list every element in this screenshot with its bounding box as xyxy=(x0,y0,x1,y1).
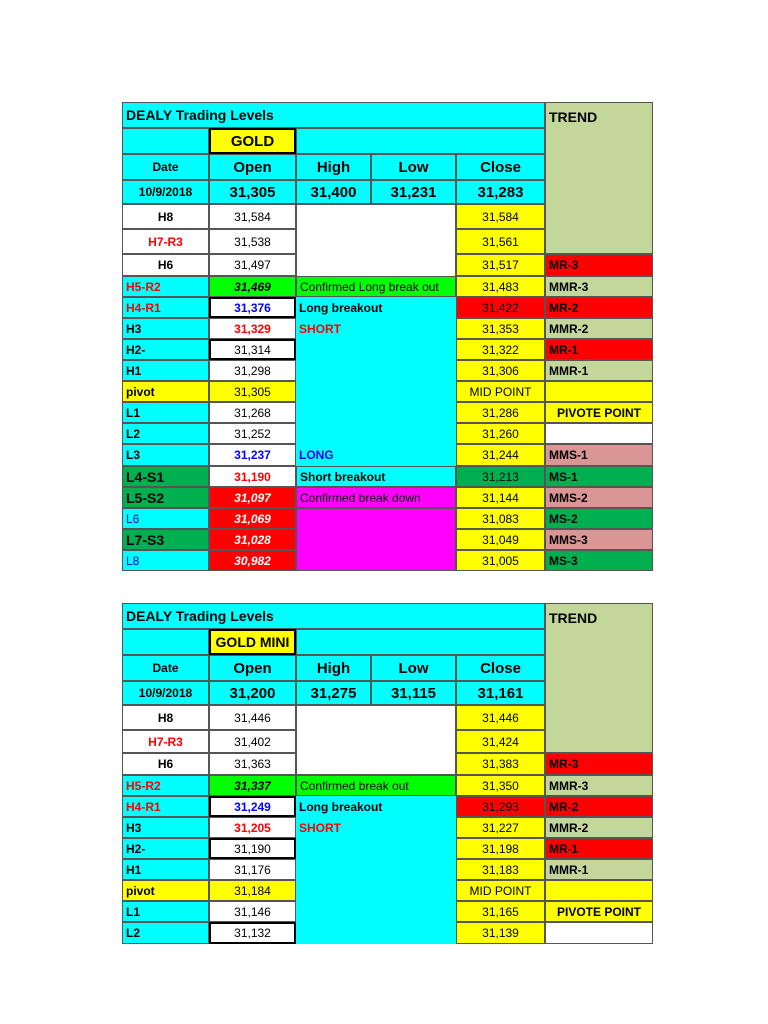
summary-date: 10/9/2018 xyxy=(122,681,209,705)
level-value: 31,337 xyxy=(209,775,296,796)
trend-cell xyxy=(545,423,653,444)
level-label: L5-S2 xyxy=(122,487,209,508)
header-open: Open xyxy=(209,154,296,180)
trend-cell: MMS-3 xyxy=(545,529,653,550)
level-close: 31,049 xyxy=(456,529,545,550)
level-close: 31,083 xyxy=(456,508,545,529)
trend-cell: MR-3 xyxy=(545,753,653,775)
trend-cell xyxy=(545,922,653,944)
trend-cell xyxy=(545,880,653,901)
header-high: High xyxy=(296,154,371,180)
level-value: 31,237 xyxy=(209,444,296,466)
level-label: H1 xyxy=(122,859,209,880)
level-close: 31,183 xyxy=(456,859,545,880)
level-close: 31,353 xyxy=(456,318,545,339)
level-close: 31,424 xyxy=(456,730,545,753)
level-label: H6 xyxy=(122,753,209,775)
trend-cell: MR-2 xyxy=(545,796,653,817)
trend-header: TREND xyxy=(545,102,653,254)
level-value: 31,190 xyxy=(209,838,296,859)
level-label: L2 xyxy=(122,922,209,944)
level-label: H3 xyxy=(122,817,209,838)
level-close: 31,561 xyxy=(456,229,545,254)
summary-high: 31,275 xyxy=(296,681,371,705)
note-text: SHORT xyxy=(299,820,341,835)
level-label: H6 xyxy=(122,254,209,276)
summary-date: 10/9/2018 xyxy=(122,180,209,204)
level-close: MID POINT xyxy=(456,381,545,402)
note-text: Long breakout xyxy=(299,300,383,315)
level-value: 31,190 xyxy=(209,466,296,487)
summary-open: 31,305 xyxy=(209,180,296,204)
level-value: 31,305 xyxy=(209,381,296,402)
level-value: 31,252 xyxy=(209,423,296,444)
level-value: 31,363 xyxy=(209,753,296,775)
summary-close: 31,161 xyxy=(456,681,545,705)
level-value: 31,028 xyxy=(209,529,296,550)
level-close: 31,517 xyxy=(456,254,545,276)
level-value: 31,205 xyxy=(209,817,296,838)
level-label: L6 xyxy=(122,508,209,529)
level-label: H5-R2 xyxy=(122,775,209,796)
level-close: 31,227 xyxy=(456,817,545,838)
level-close: 31,286 xyxy=(456,402,545,423)
level-value: 31,376 xyxy=(209,297,296,318)
level-value: 31,146 xyxy=(209,901,296,922)
blank-cell xyxy=(296,128,545,154)
trend-cell: MMR-3 xyxy=(545,276,653,297)
note-text: Short breakout xyxy=(296,466,456,487)
note-blank xyxy=(296,705,456,775)
level-label: H5-R2 xyxy=(122,276,209,297)
level-label: H4-R1 xyxy=(122,297,209,318)
summary-close: 31,283 xyxy=(456,180,545,204)
instrument-label: GOLD xyxy=(209,128,296,154)
trend-cell: MMR-1 xyxy=(545,859,653,880)
level-value: 31,329 xyxy=(209,318,296,339)
level-value: 31,249 xyxy=(209,796,296,817)
level-value: 31,298 xyxy=(209,360,296,381)
level-close: MID POINT xyxy=(456,880,545,901)
level-label: L3 xyxy=(122,444,209,466)
header-low: Low xyxy=(371,154,456,180)
level-close: 31,293 xyxy=(456,796,545,817)
blank-cell xyxy=(296,629,545,655)
trend-cell: MMR-2 xyxy=(545,817,653,838)
level-value: 31,132 xyxy=(209,922,296,944)
summary-high: 31,400 xyxy=(296,180,371,204)
header-low: Low xyxy=(371,655,456,681)
level-close: 31,005 xyxy=(456,550,545,571)
level-close: 31,198 xyxy=(456,838,545,859)
note-text: Confirmed break down xyxy=(296,487,456,508)
trend-cell: PIVOTE POINT xyxy=(545,901,653,922)
level-close: 31,139 xyxy=(456,922,545,944)
trend-cell: MR-2 xyxy=(545,297,653,318)
header-date: Date xyxy=(122,154,209,180)
header-open: Open xyxy=(209,655,296,681)
summary-low: 31,231 xyxy=(371,180,456,204)
level-label: L1 xyxy=(122,402,209,423)
trend-cell: PIVOTE POINT xyxy=(545,402,653,423)
level-value: 31,097 xyxy=(209,487,296,508)
level-label: H3 xyxy=(122,318,209,339)
trend-cell: MMS-2 xyxy=(545,487,653,508)
note-text: SHORT xyxy=(299,321,341,336)
level-label: H2- xyxy=(122,838,209,859)
level-label: L2 xyxy=(122,423,209,444)
level-close: 31,422 xyxy=(456,297,545,318)
trend-cell: MS-3 xyxy=(545,550,653,571)
level-value: 31,402 xyxy=(209,730,296,753)
blank-cell xyxy=(122,629,209,655)
header-close: Close xyxy=(456,655,545,681)
level-value: 31,469 xyxy=(209,276,296,297)
level-label: pivot xyxy=(122,880,209,901)
level-close: 31,383 xyxy=(456,753,545,775)
level-value: 31,446 xyxy=(209,705,296,730)
level-label: L1 xyxy=(122,901,209,922)
level-close: 31,322 xyxy=(456,339,545,360)
trend-cell: MMR-1 xyxy=(545,360,653,381)
header-date: Date xyxy=(122,655,209,681)
trend-cell xyxy=(545,381,653,402)
trend-cell: MR-1 xyxy=(545,339,653,360)
trend-cell: MMS-1 xyxy=(545,444,653,466)
level-value: 31,584 xyxy=(209,204,296,229)
level-label: pivot xyxy=(122,381,209,402)
level-close: 31,244 xyxy=(456,444,545,466)
trend-cell: MS-2 xyxy=(545,508,653,529)
level-close: 31,584 xyxy=(456,204,545,229)
level-label: H2- xyxy=(122,339,209,360)
level-value: 31,176 xyxy=(209,859,296,880)
trend-header: TREND xyxy=(545,603,653,753)
trend-cell: MMR-3 xyxy=(545,775,653,796)
level-label: H4-R1 xyxy=(122,796,209,817)
sheet-title: DEALY Trading Levels xyxy=(122,102,545,128)
note-text: Confirmed Long break out xyxy=(296,276,456,297)
level-close: 31,306 xyxy=(456,360,545,381)
note-blank xyxy=(296,508,456,571)
level-value: 31,268 xyxy=(209,402,296,423)
level-close: 31,483 xyxy=(456,276,545,297)
note-text: Long breakout xyxy=(299,799,383,814)
sheet-title: DEALY Trading Levels xyxy=(122,603,545,629)
note-text: LONG xyxy=(299,448,334,462)
summary-low: 31,115 xyxy=(371,681,456,705)
note-blank xyxy=(296,204,456,279)
level-value: 31,497 xyxy=(209,254,296,276)
summary-open: 31,200 xyxy=(209,681,296,705)
blank-cell xyxy=(122,128,209,154)
header-high: High xyxy=(296,655,371,681)
trend-cell: MS-1 xyxy=(545,466,653,487)
level-close: 31,446 xyxy=(456,705,545,730)
level-label: H8 xyxy=(122,705,209,730)
level-label: H7-R3 xyxy=(122,229,209,254)
level-close: 31,350 xyxy=(456,775,545,796)
level-label: L7-S3 xyxy=(122,529,209,550)
level-close: 31,213 xyxy=(456,466,545,487)
level-value: 31,069 xyxy=(209,508,296,529)
level-value: 31,538 xyxy=(209,229,296,254)
trend-cell: MR-1 xyxy=(545,838,653,859)
level-label: L4-S1 xyxy=(122,466,209,487)
level-close: 31,260 xyxy=(456,423,545,444)
level-value: 31,184 xyxy=(209,880,296,901)
trend-cell: MR-3 xyxy=(545,254,653,276)
header-close: Close xyxy=(456,154,545,180)
level-value: 31,314 xyxy=(209,339,296,360)
level-label: H1 xyxy=(122,360,209,381)
level-label: L8 xyxy=(122,550,209,571)
level-close: 31,165 xyxy=(456,901,545,922)
level-label: H8 xyxy=(122,204,209,229)
note-text: Confirmed break out xyxy=(296,775,456,796)
instrument-label: GOLD MINI xyxy=(209,629,296,655)
trend-cell: MMR-2 xyxy=(545,318,653,339)
level-value: 30,982 xyxy=(209,550,296,571)
level-label: H7-R3 xyxy=(122,730,209,753)
level-close: 31,144 xyxy=(456,487,545,508)
